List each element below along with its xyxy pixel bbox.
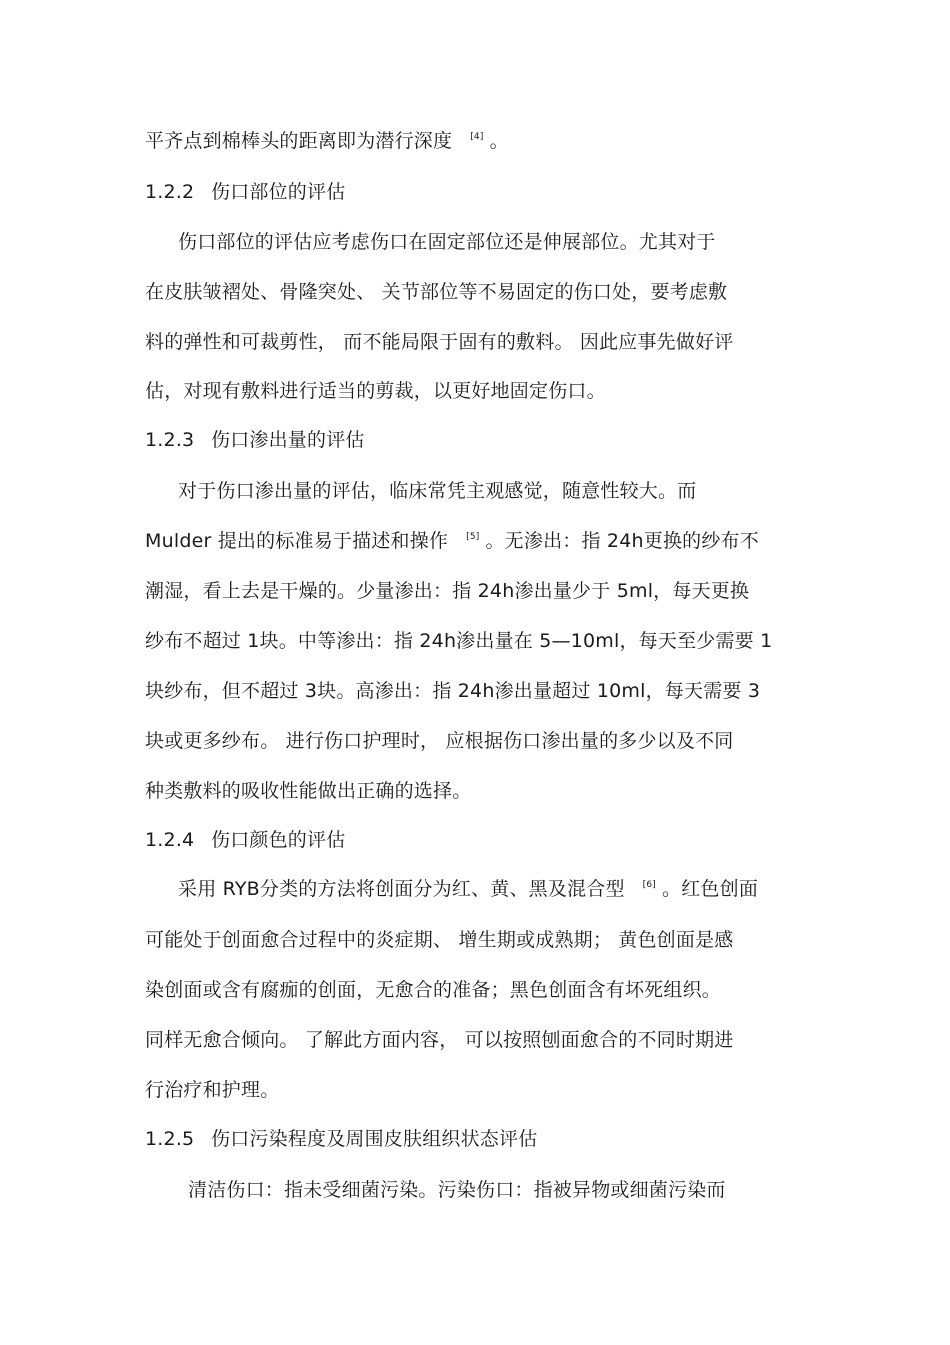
text-line: 对于伤口渗出量的评估，临床常凭主观感觉，随意性较大。而	[178, 480, 697, 502]
section-number: 1.2.5	[145, 1128, 195, 1150]
text-line: 伤口部位的评估应考虑伤口在固定部位还是伸展部位。尤其对于	[178, 231, 716, 253]
section-heading	[145, 828, 345, 852]
citation-ref: [5]	[466, 532, 480, 542]
text-line: 清洁伤口：指未受细菌污染。污染伤口：指被异物或细菌污染而	[188, 1179, 726, 1201]
text-segment: 。无渗出：指 24h更换的纱布不	[485, 530, 759, 552]
section-heading	[145, 428, 365, 452]
text-line: 料的弹性和可裁剪性， 而不能局限于固有的敷料。 因此应事先做好评	[145, 331, 734, 353]
text-line: 估，对现有敷料进行适当的剪裁，以更好地固定伤口。	[145, 380, 606, 402]
text-line: 在皮肤皱褶处、骨隆突处、 关节部位等不易固定的伤口处，要考虑敷	[145, 281, 728, 303]
text-line: 块纱布，但不超过 3块。高渗出：指 24h渗出量超过 10ml，每天需要 3	[145, 680, 761, 702]
section-number: 1.2.2	[145, 181, 195, 203]
section-number: 1.2.4	[145, 829, 195, 851]
text-line	[145, 529, 759, 553]
text-segment: 。	[489, 130, 509, 152]
text-line: 种类敷料的吸收性能做出正确的选择。	[145, 780, 472, 802]
section-title: 伤口渗出量的评估	[211, 429, 365, 451]
text-line: 行治疗和护理。	[145, 1079, 280, 1101]
text-line	[145, 129, 509, 153]
citation-ref: [6]	[642, 880, 657, 890]
section-heading	[145, 1127, 537, 1151]
section-title: 伤口污染程度及周围皮肤组织状态评估	[211, 1128, 538, 1150]
text-segment: 采用 RYB分类的方法将创面分为红、黄、黑及混合型	[178, 878, 625, 900]
text-line: 纱布不超过 1块。中等渗出：指 24h渗出量在 5—10ml，每天至少需要 1	[145, 630, 773, 652]
section-title: 伤口颜色的评估	[211, 829, 346, 851]
text-line: 染创面或含有腐痂的创面，无愈合的准备；黑色创面含有坏死组织。	[145, 979, 722, 1001]
text-segment: 。红色创面	[662, 878, 759, 900]
text-line: 可能处于创面愈合过程中的炎症期、 增生期或成熟期； 黄色创面是感	[145, 929, 734, 951]
text-line	[178, 877, 758, 901]
text-line: 同样无愈合倾向。 了解此方面内容， 可以按照刨面愈合的不同时期进	[145, 1029, 734, 1051]
text-segment: Mulder 提出的标准易于描述和操作	[145, 530, 449, 552]
citation-ref: [4]	[470, 132, 484, 142]
section-number: 1.2.3	[145, 429, 195, 451]
section-heading	[145, 180, 345, 204]
text-segment: 平齐点到棉棒头的距离即为潜行深度	[145, 130, 453, 152]
section-title: 伤口部位的评估	[211, 181, 346, 203]
text-line: 潮湿，看上去是干燥的。少量渗出：指 24h渗出量少于 5ml，每天更换	[145, 580, 750, 602]
text-line: 块或更多纱布。 进行伤口护理时， 应根据伤口渗出量的多少以及不同	[145, 730, 734, 752]
